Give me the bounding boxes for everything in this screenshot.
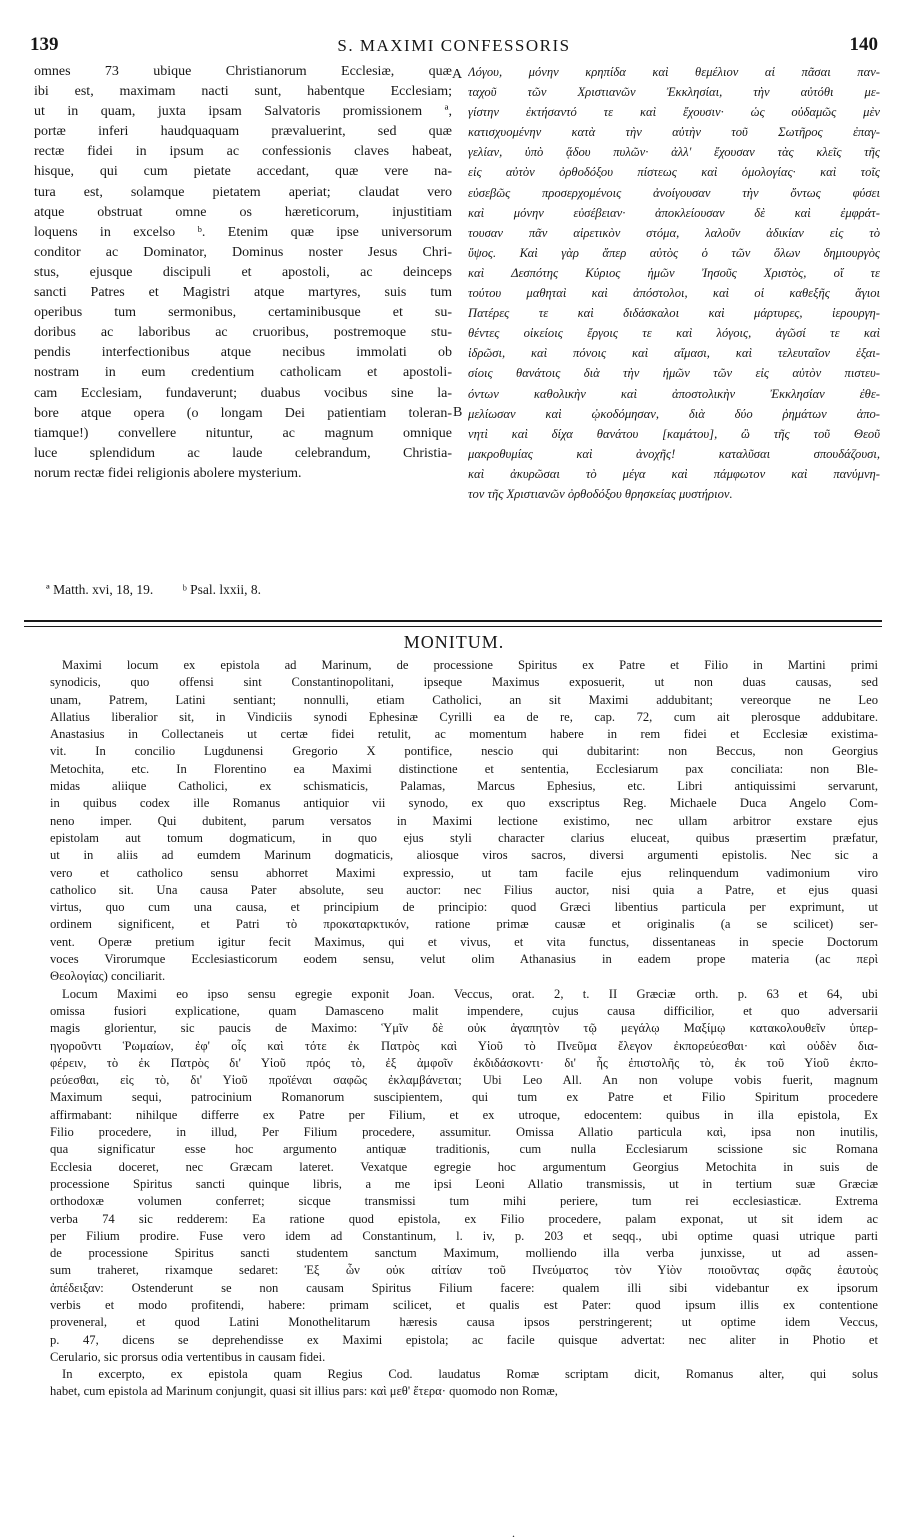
monitum-line: φέρειν, τὸ ἐκ Πατρὸς δι' Υἱοῦ πρός τὸ, ἐξ ἀμφοῖν ἐκδιδάσκοντι· δι' ἧς ἐπιστολῆς τὸ, ἐκ τοῦ Υἱοῦ ἐκπο- — [50, 1055, 878, 1070]
greek-line: καὶ Δεσπότης Κύριος ἡμῶν Ἰησοῦς Χριστὸς, οἵ τε — [468, 265, 880, 280]
monitum-line: vero et catholico sensu abhorret Maximi expressio, ut tam facile ejus relinquendum vadimonium viro — [50, 865, 878, 880]
monitum-line: p. 47, dicens se deprehendisse ex Maximi epistola; ac facile quisque advertat: nec aliter in Photio et — [50, 1332, 878, 1347]
monitum-line: Maximi locum ex epistola ad Marinum, de processione Spiritus ex Patre et Filio in Martini primi — [62, 658, 878, 672]
greek-line: μακροθυμίας καὶ ἀνοχῆς! καταλῦσαι σπουδάζουσι, — [468, 446, 880, 461]
greek-line: ταχοῦ τῶν Χριστιανῶν Ἐκκλησίαι, τὴν αὐτόθι με- — [468, 85, 880, 100]
monitum-line: Filio procedere, in illud, Per Filium procedere, assumitur. Omissa Allatio particula καὶ, ipsa non inutilis, — [50, 1125, 878, 1140]
latin-line: loquens in excelso ᵇ. Etenim quæ ipse universorum — [34, 224, 452, 240]
monitum-line: virtus, quo cum una causa, et principium de principio: quod Græci libentius particula per exprimunt, ut — [50, 900, 878, 915]
monitum-line: ηγοροῦντι Ῥωμαίων, ἐφ' οἷς καὶ τότε ἐκ Πατρὸς καὶ Υἱοῦ τὸ Πνεῦμα ἔλεγον ἐκπορεύεσθαι· καὶ οὐδὲν δια- — [50, 1038, 878, 1053]
monitum-line: verbis et modo profitendi, habere: primam scilicet, et qualis est Pater: quod ipsum illis ex contentione — [50, 1297, 878, 1312]
latin-line: pendis interfectionibus atque necibus immolati ob — [34, 345, 452, 361]
latin-line: portæ inferi haudquaquam prævaluerint, sed quæ — [34, 124, 452, 140]
monitum-line: vent. Operæ pretium igitur fecit Maximus, qui et vivus, et vita functus, dissentaneas in specie Doctorum — [50, 934, 878, 949]
latin-line: hisque, qui cum pietate accedant, quæ vere na- — [34, 164, 452, 180]
greek-line: τουσαν πᾶν αἱρετικὸν στόμα, λαλοῦν ἀδικίαν εἰς τὸ — [468, 225, 880, 240]
latin-line: atque obstruat omne os hæreticorum, injustitiam — [34, 204, 452, 220]
greek-line: Πατέρες τε καὶ διδάσκαλοι καὶ μάρτυρες, ἱερουργη- — [468, 306, 880, 321]
monitum-line: ἀπέδειξαν: Ostenderunt se non causam Spiritus Filium facere: qualem illi sibi videbantur ex ipsorum — [50, 1280, 878, 1295]
greek-line: τον τῆς Χριστιανῶν ὀρθοδόξου θρησκείας μυστήριον. — [468, 486, 733, 501]
monitum-line: affirmabant: nihilque differre ex Patre per Filium, et ex utroque, edocentem: quibus in illa epistola, Ex — [50, 1107, 878, 1122]
greek-line: εἰς αὐτὸν ὀρθοδόξου πίστεως καὶ ὁμολογίας· καὶ τοῖς — [468, 165, 880, 180]
greek-line: όντων καθολικὴν καὶ ἀποστολικὴν Ἐκκλησίαν ἐθε- — [468, 386, 880, 401]
latin-line: tiamque!) convellere nituntur, ac magnum omnique — [34, 425, 452, 441]
monitum-line: de processione Spiritus sancti studentem sanctum Maximum, molliendo illa verba junxisse, ut ad assen- — [50, 1246, 878, 1261]
monitum-line: sum traheret, rixamque sedaret: Ἐξ ὧν οὐκ αἰτίαν τοῦ Πνεύματος τὸν Υἱὸν ποιοῦντας σφᾶς ἑαυτοὺς — [50, 1263, 878, 1278]
monitum-line: Maximum sequi, patrocinium Romanorum suscipientem, qui tum ex Patre et Filio Spiritum procedere — [50, 1090, 878, 1105]
page-number-right: 140 — [849, 34, 878, 55]
greek-line: θέντες οἰκείοις ἔργοις τε καὶ λόγοις, ἀγῶσί τε καὶ — [468, 326, 880, 341]
margin-letter-b: B — [453, 405, 463, 420]
margin-letter-a: A — [452, 67, 463, 82]
monitum-line: synodicis, quo offensi sint Constantinopolitani, ipseque Maximus exposuerit, ut non duas causas, sed — [50, 675, 878, 690]
greek-line: γελίαν, ὑπὸ ᾅδου πυλῶν· ἀλλ' ἔχουσαν τὰς κλεῖς τῆς — [468, 145, 880, 160]
monitum-line: habet, cum epistola ad Marinum conjungit, quasi sit illius pars: καὶ μεθ' ἕτερα· quomodo non Romæ, — [50, 1384, 558, 1399]
greek-line: κατισχυομένην κατὰ τὴν αὐτὴν τοῦ Σωτῆρος ἐπαγ- — [468, 125, 880, 140]
greek-line: Λόγου, μόνην κρηπίδα καὶ θεμέλιον αἱ πᾶσαι παν- — [468, 65, 880, 79]
latin-line: luce splendidum ac laude celebrandum, Christia- — [34, 445, 452, 461]
latin-line: omnes 73 ubique Christianorum Ecclesiæ, quæ — [34, 64, 452, 79]
latin-line: cam Ecclesiam, fundaverunt; duabus vocibus sine la- — [34, 385, 452, 401]
monitum-line: Ecclesia doceret, nec Græcam lateret. Vexatque egregie hoc argumentum Georgius Metochita in suis de — [50, 1159, 878, 1174]
monitum-line: in quibus codex ille Romanus antiquior vii synodo, ex quo exscriptus Reg. Michaele Duca Angelo Com- — [50, 796, 878, 811]
greek-line: γίστην ἐκτήσαντό τε καὶ ἔχουσιν· ὡς οὐδαμῶς μὲν — [468, 105, 880, 120]
latin-line: bore atque opera (o longam Dei patientiam toleran- — [34, 405, 452, 421]
monitum-line: catholico sit. Una causa Pater absolute, seu auctor: nec Filius auctor, nisi quia a Patre, et ejus quasi — [50, 882, 878, 897]
section-rule-thick — [24, 620, 882, 622]
greek-line: καὶ μόνην εὐσέβειαν· ἀποκλείουσαν δὲ καὶ ἐμφράτ- — [468, 205, 880, 220]
monitum-line: Cerulario, sic prorsus odia vertentibus in causam fidei. — [50, 1349, 326, 1364]
latin-line: ut in quam, juxta ipsam Salvatoris promissionem ª, — [34, 104, 452, 120]
latin-line: norum rectæ fidei religionis abolere mysterium. — [34, 465, 302, 481]
monitum-line: Θεολογίας) conciliarit. — [50, 969, 166, 984]
monitum-line: ρεύεσθαι, εἰς τὸ, δι' Υἱοῦ προϊέναι σαφῶς ἐκλαμβάνεται; Ubi Leo All. An non volupe vobis fuerit, magnum — [50, 1073, 878, 1088]
latin-line: rectæ fidei in ipsum ac confessionis claves habeat, — [34, 144, 452, 160]
greek-line: σίοις θανάτοις διὰ τὴν ἡμῶν τῶν εἰς αὐτὸν πιστευ- — [468, 366, 880, 381]
latin-line: operibus tum sermonibus, certaminibusque et su- — [34, 305, 452, 321]
footnote-b: ᵇ Psal. lxxii, 8. — [182, 582, 262, 597]
latin-line: stus, ejusque discipuli et apostoli, ac deinceps — [34, 264, 452, 280]
section-rule-thin — [24, 626, 882, 627]
latin-column — [34, 62, 452, 484]
monitum-line: proveneral, et quod Latini Monothelitarum hæresis causa ipsos perstringerent; ut optime idem Veccus, — [50, 1315, 878, 1330]
monitum-line: Allatius liberalior sit, in Vindiciis synodi Ephesinæ Cyrilli ea de re, cap. 72, cum ait plerosque addubitare. — [50, 709, 878, 724]
greek-line: ἱδρῶσι, καὶ πόνοις καὶ αἵμασι, καὶ τελευταῖον ἐξαι- — [468, 346, 880, 361]
monitum-line: ut in aliis ad eumdem Marinum dogmaticis, aliosque viros sacros, diversi argumenti epistolis. Nec sic a — [50, 848, 878, 863]
running-title: S. MAXIMI CONFESSORIS — [337, 36, 571, 55]
greek-line: μελίωσαν καὶ ᾠκοδόμησαν, διὰ δύο ῥημάτων ἀπο- — [468, 406, 880, 421]
monitum-line: Metochita, etc. In Florentino ea Maximi distinctione et sententia, Ecclesiarum pax conciliata: non Ble- — [50, 761, 878, 776]
monitum-line: processione Spiritus sancti quinque libris, a me ipsi Leoni Allatio transmissis, ut in tertium suæ Græciæ — [50, 1176, 878, 1191]
monitum-line: epistolam aut tomum dogmaticum, in quo ejus styli character clarius eluceat, quibus præsertim præfatur, — [50, 830, 878, 845]
latin-line: tura est, solamque pietatem aperiat; claudat vero — [34, 184, 452, 200]
latin-line: doribus ac laboribus ac cruoribus, postremoque stu- — [34, 325, 452, 341]
latin-line: conditor ac Dominator, Dominus noster Jesus Chri- — [34, 244, 452, 260]
monitum-line: unam, Patrem, Latini sentiant; nonnulli, etiam Catholici, an sit Maximi addubitant; vereorque ne Leo — [50, 692, 878, 707]
latin-line: sancti Patres et Magistri atque martyres, suis tum — [34, 285, 452, 301]
greek-line: καὶ ἀκυρῶσαι τὸ μέγα καὶ πάμφωτον καὶ πανύμνη- — [468, 466, 880, 481]
latin-line: ibi est, maximam nacti sunt, habentque Ecclesiam; — [34, 84, 452, 100]
monitum-line: per Filium prodire. Fuse vero idem ad Constantinum, l. iv, p. 203 et seqq., ubi optime quasi utrique parti — [50, 1228, 878, 1243]
greek-line: νητὶ καὶ δίχα θανάτου [καμάτου], ὢ τῆς τοῦ Θεοῦ — [468, 426, 880, 441]
section-title: MONITUM. — [403, 632, 505, 652]
monitum-line: In excerpto, ex epistola quam Regius Cod. laudatus Romæ scriptam dicit, Romanus alter, qui solus — [62, 1367, 878, 1382]
greek-column — [468, 62, 880, 504]
footnotes — [46, 582, 287, 598]
monitum-line: omissa fusiori explicatione, quam Damasceno malit impendere, cujus causa difficilior, et quo adversarii — [50, 1003, 878, 1018]
monitum-body — [50, 657, 878, 1401]
greek-line: εὐσεβῶς προσερχομένοις ἀνοίγουσαν τὴν ὄντως φύσει — [468, 185, 880, 200]
bottom-mark: . — [512, 1526, 515, 1540]
monitum-line: orthodoxæ volumen conferret; sicque transmissi tum mihi periere, tum rei ecclesiasticæ. Extrema — [50, 1194, 878, 1209]
monitum-line: midas aliique Catholici, ex schismaticis, Palamas, Marcus Ephesius, etc. Libri antiquissimi servarunt, — [50, 779, 878, 794]
monitum-line: neno imper. Qui dubitent, parum versatos in Maximi lectione existimo, nec ullam arbitror exstare ejus — [50, 813, 878, 828]
monitum-line: qua significatur esse hoc argumento antiquæ traditionis, cum nulla Ecclesiarum scissione sic Romana — [50, 1142, 878, 1157]
running-header — [30, 34, 878, 56]
monitum-line: vit. In concilio Lugdunensi Gregorio X pontifice, nescio qui dubitarint: non Beccus, non Georgius — [50, 744, 878, 759]
page-number-left: 139 — [30, 34, 59, 55]
greek-line: ὕψος. Καὶ γὰρ ἅπερ αὐτὸς ὁ τῶν ὅλων δημιουργὸς — [468, 245, 880, 260]
monitum-line: magis glorientur, sic paucis de Maximo: Ὑμῖν δὲ οὐκ ἀγαπητὸν τῷ μεγάλῳ Μαξίμῳ κατακολουθεῖν ὑπερ- — [50, 1021, 878, 1036]
monitum-line: Anastasius in Collectaneis ut certæ fidei retulit, ac momentum habere in rem fidei et Ecclesiæ existima- — [50, 727, 878, 742]
latin-line: nostram in eum credentium catholicam et apostoli- — [34, 365, 452, 381]
monitum-line: voces Virorumque Ecclesiasticorum eodem sensu, velut olim Athanasius in eadem prope materia (ac περὶ — [50, 952, 878, 967]
monitum-line: Locum Maximi eo ipso sensu egregie exponit Joan. Veccus, orat. 2, t. II Græciæ orth. p. 63 et 64, ubi — [62, 986, 878, 1001]
footnote-a: ª Matth. xvi, 18, 19. — [46, 582, 154, 597]
greek-line: τούτου μαθηταὶ καὶ ἀπόστολοι, καὶ οἱ καθεξῆς ἅγιοι — [468, 286, 880, 301]
monitum-line: ordinem significent, et Patri τὸ προκαταρκτικόν, ratione primæ causæ et originalis (a se scilicet) ser- — [50, 917, 878, 932]
monitum-line: verba 74 sic redderem: Ea ratione quod epistola, ex Filio procedere, palam exponat, ut sit idem ac — [50, 1211, 878, 1226]
